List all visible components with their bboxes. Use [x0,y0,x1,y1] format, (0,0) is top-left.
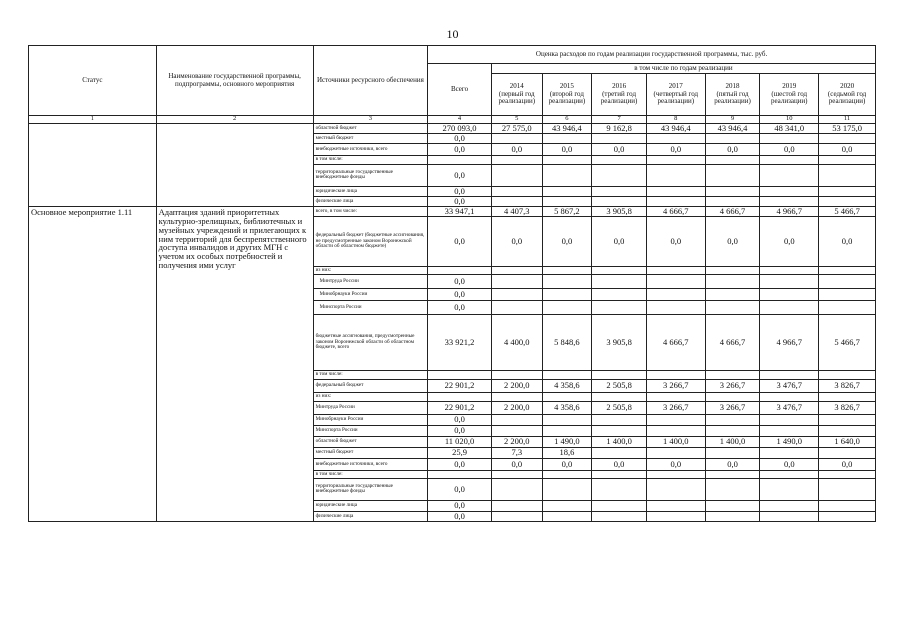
status-cell-empty [29,123,157,206]
year-value [705,370,760,379]
year-value [592,414,647,425]
year-value: 4 358,6 [542,379,592,392]
total-value: 33 921,2 [428,314,492,370]
year-value: 53 175,0 [819,123,876,133]
year-value: 43 946,4 [542,123,592,133]
year-value [705,300,760,314]
year-value [819,133,876,143]
source-label: территориальные государственные внебюджетные фонды [313,164,427,186]
total-value: 0,0 [428,186,492,196]
year-value: 0,0 [592,216,647,266]
year-value [646,300,705,314]
year-value: 3 905,8 [592,314,647,370]
source-label: юридические лица [313,186,427,196]
year-value: 3 826,7 [819,379,876,392]
year-value: 1 490,0 [760,436,819,447]
source-label: внебюджетные источники, всего [313,458,427,470]
total-value: 0,0 [428,133,492,143]
year-value [646,447,705,458]
year-value [760,500,819,511]
year-value: 0,0 [592,458,647,470]
header-year-label: (седьмой год реализации) [827,89,867,106]
year-value: 3 826,7 [819,401,876,414]
year-value: 0,0 [592,143,647,155]
year-value [819,425,876,436]
budget-table [28,45,876,522]
header-year-2020 [819,74,876,116]
year-value [542,425,592,436]
source-label: в том числе: [313,370,427,379]
total-value: 0,0 [428,196,492,206]
year-value [760,164,819,186]
year-value [646,164,705,186]
year-value [491,392,542,401]
year-value: 1 490,0 [542,436,592,447]
year-value [705,266,760,274]
source-label: областной бюджет [313,123,427,133]
year-value [491,155,542,164]
year-value [592,164,647,186]
year-value [819,478,876,500]
year-value: 0,0 [491,143,542,155]
year-value [491,274,542,288]
year-value: 0,0 [542,458,592,470]
year-value [819,447,876,458]
total-value: 0,0 [428,300,492,314]
year-value [705,133,760,143]
total-value [428,392,492,401]
total-value [428,155,492,164]
year-value: 3 266,7 [646,379,705,392]
year-value [491,196,542,206]
year-value: 9 162,8 [592,123,647,133]
year-value [760,133,819,143]
total-value: 0,0 [428,458,492,470]
source-label: Минобрнауки России [313,288,427,300]
total-value: 0,0 [428,164,492,186]
column-number: 6 [542,116,592,124]
year-value [705,155,760,164]
total-value: 0,0 [428,425,492,436]
year-value [592,155,647,164]
header-year-2018 [705,74,760,116]
source-label: местный бюджет [313,447,427,458]
year-value: 0,0 [760,216,819,266]
page-number: 10 [446,27,459,41]
year-value [705,392,760,401]
year-value [819,196,876,206]
year-value [491,133,542,143]
year-value [542,478,592,500]
year-value [592,196,647,206]
year-value [646,511,705,521]
year-value: 1 640,0 [819,436,876,447]
year-value: 3 266,7 [646,401,705,414]
year-value [705,274,760,288]
year-value [646,370,705,379]
year-value: 0,0 [646,458,705,470]
header-sources: Источники ресурсного обеспечения [313,46,427,116]
year-value [491,511,542,521]
year-value [542,155,592,164]
year-value: 4 666,7 [646,314,705,370]
header-program-name: Наименование государственной программы, подпрограммы, основного мероприятия [156,46,313,116]
source-label: Минспорта России [313,425,427,436]
year-value: 4 666,7 [705,314,760,370]
year-value: 3 905,8 [592,206,647,216]
year-value [542,414,592,425]
source-label: физические лица [313,196,427,206]
year-value [760,425,819,436]
year-value: 4 407,3 [491,206,542,216]
source-label: федеральный бюджет (бюджетные ассигнования, не предусмотренные законом Воронежской области об областном бюджете) [313,216,427,266]
year-value [542,133,592,143]
year-value [705,196,760,206]
year-value [705,186,760,196]
year-value: 3 476,7 [760,401,819,414]
header-year-value: 2020 [840,82,855,91]
header-year-value: 2019 [782,82,797,91]
year-value [592,392,647,401]
year-value [592,186,647,196]
year-value: 5 466,7 [819,314,876,370]
source-label: местный бюджет [313,133,427,143]
year-value: 43 946,4 [646,123,705,133]
year-value [491,500,542,511]
header-year-2014 [491,74,542,116]
total-value: 270 093,0 [428,123,492,133]
year-value [705,447,760,458]
header-status: Статус [29,46,157,116]
total-value [428,470,492,478]
year-value [592,133,647,143]
source-label: из них: [313,392,427,401]
year-value [646,133,705,143]
year-value [819,155,876,164]
year-value: 4 666,7 [705,206,760,216]
name-cell-empty [156,123,313,206]
column-number: 11 [819,116,876,124]
year-value: 0,0 [542,216,592,266]
year-value [542,288,592,300]
year-value: 0,0 [646,216,705,266]
column-number: 2 [156,116,313,124]
year-value [491,414,542,425]
source-label: из них: [313,266,427,274]
year-value [542,500,592,511]
year-value: 2 200,0 [491,401,542,414]
year-value: 0,0 [705,216,760,266]
header-year-value: 2018 [725,82,740,91]
year-value [646,478,705,500]
year-value: 43 946,4 [705,123,760,133]
year-value: 18,6 [542,447,592,458]
year-value: 3 266,7 [705,401,760,414]
year-value [819,266,876,274]
year-value [760,288,819,300]
year-value [705,500,760,511]
year-value [819,288,876,300]
year-value: 0,0 [542,143,592,155]
source-label: юридические лица [313,500,427,511]
column-number: 4 [428,116,492,124]
year-value [592,266,647,274]
header-year-value: 2014 [509,82,524,91]
total-value: 0,0 [428,511,492,521]
header-year-2017 [646,74,705,116]
total-value: 22 901,2 [428,379,492,392]
source-label: Минспорта России [313,300,427,314]
total-value: 25,9 [428,447,492,458]
year-value: 5 848,6 [542,314,592,370]
year-value: 3 266,7 [705,379,760,392]
year-value [819,186,876,196]
year-value [705,164,760,186]
year-value [760,511,819,521]
year-value [491,186,542,196]
total-value: 0,0 [428,478,492,500]
year-value [760,274,819,288]
year-value [760,300,819,314]
total-value: 22 901,2 [428,401,492,414]
total-value: 0,0 [428,274,492,288]
column-number: 3 [313,116,427,124]
year-value [819,370,876,379]
source-label: территориальные государственные внебюджетные фонды [313,478,427,500]
total-value: 0,0 [428,414,492,425]
year-value: 1 400,0 [705,436,760,447]
year-value [646,425,705,436]
year-value [760,266,819,274]
header-year-value: 2016 [612,82,627,91]
source-label: физические лица [313,511,427,521]
year-value: 0,0 [760,143,819,155]
table-row [29,123,876,133]
total-value: 0,0 [428,143,492,155]
source-label: в том числе: [313,470,427,478]
year-value: 4 400,0 [491,314,542,370]
year-value [592,288,647,300]
total-value: 33 947,1 [428,206,492,216]
year-value [542,274,592,288]
year-value [542,511,592,521]
year-value [705,425,760,436]
source-label: всего, в том числе: [313,206,427,216]
year-value [819,164,876,186]
year-value: 0,0 [760,458,819,470]
year-value: 48 341,0 [760,123,819,133]
year-value [705,414,760,425]
year-value [760,370,819,379]
year-value: 4 666,7 [646,206,705,216]
year-value [542,392,592,401]
year-value [646,155,705,164]
year-value [491,370,542,379]
column-number: 5 [491,116,542,124]
year-value [760,186,819,196]
total-value [428,266,492,274]
year-value [592,447,647,458]
year-value [542,470,592,478]
header-year-2015 [542,74,592,116]
header-estimate: Оценка расходов по годам реализации государственной программы, тыс. руб. [428,46,876,64]
year-value [646,470,705,478]
column-number: 9 [705,116,760,124]
source-label: Минобрнауки России [313,414,427,425]
year-value [542,266,592,274]
year-value [646,288,705,300]
source-label: внебюджетные источники, всего [313,143,427,155]
year-value [542,196,592,206]
year-value: 5 867,2 [542,206,592,216]
year-value: 3 476,7 [760,379,819,392]
year-value [705,511,760,521]
year-value [760,470,819,478]
year-value [819,414,876,425]
total-value [428,370,492,379]
measure-status: Основное мероприятие 1.11 [29,206,157,521]
header-year-value: 2017 [668,82,683,91]
year-value [646,392,705,401]
year-value [646,500,705,511]
source-label: Минтруда России [313,401,427,414]
year-value [819,392,876,401]
source-label: бюджетные ассигнования, предусмотренные законом Воронежской области об областном бюджете, всего [313,314,427,370]
year-value [760,155,819,164]
year-value [491,470,542,478]
year-value: 5 466,7 [819,206,876,216]
header-year-label: (первый год реализации) [498,89,536,106]
year-value: 0,0 [819,216,876,266]
year-value: 2 505,8 [592,401,647,414]
year-value: 27 575,0 [491,123,542,133]
year-value [819,500,876,511]
header-year-2019 [760,74,819,116]
total-value: 0,0 [428,288,492,300]
year-value [646,186,705,196]
header-year-label: (шестой год реализации) [770,89,808,106]
year-value: 2 505,8 [592,379,647,392]
year-value [592,478,647,500]
year-value [646,196,705,206]
column-number: 1 [29,116,157,124]
year-value [491,266,542,274]
source-label: в том числе: [313,155,427,164]
year-value [491,300,542,314]
year-value [760,196,819,206]
table-row [29,206,876,216]
year-value [819,300,876,314]
total-value: 11 020,0 [428,436,492,447]
year-value [760,478,819,500]
source-label: Минтруда России [313,274,427,288]
year-value: 1 400,0 [646,436,705,447]
year-value [646,414,705,425]
year-value: 0,0 [646,143,705,155]
source-label: федеральный бюджет [313,379,427,392]
year-value [491,478,542,500]
year-value: 0,0 [819,458,876,470]
year-value [646,266,705,274]
source-label: областной бюджет [313,436,427,447]
header-total: Всего [428,64,492,116]
year-value [819,470,876,478]
year-value [542,186,592,196]
year-value [542,164,592,186]
year-value: 4 966,7 [760,206,819,216]
year-value: 7,3 [491,447,542,458]
year-value [705,478,760,500]
year-value: 0,0 [491,458,542,470]
year-value: 0,0 [819,143,876,155]
year-value [705,288,760,300]
year-value [592,500,647,511]
header-year-label: (второй год реализации) [548,89,586,106]
year-value [592,470,647,478]
year-value: 0,0 [491,216,542,266]
year-value [491,164,542,186]
year-value [760,392,819,401]
year-value [592,425,647,436]
column-number: 8 [646,116,705,124]
year-value: 2 200,0 [491,379,542,392]
year-value [542,370,592,379]
year-value [491,288,542,300]
year-value: 0,0 [705,143,760,155]
column-number: 10 [760,116,819,124]
header-year-value: 2015 [559,82,574,91]
year-value [819,274,876,288]
year-value: 0,0 [705,458,760,470]
year-value [819,511,876,521]
header-by-years: в том числе по годам реализации [491,64,875,74]
year-value [760,414,819,425]
measure-name: Адаптация зданий приоритетных культурно-зрелищных, библиотечных и музейных учреждений и прилегающих к ним территорий для беспрепятственного доступа инвалидов и других МГН с учетом их особых потребностей и получения ими услуг [156,206,313,521]
header-year-2016 [592,74,647,116]
total-value: 0,0 [428,216,492,266]
year-value [705,470,760,478]
year-value: 1 400,0 [592,436,647,447]
year-value: 2 200,0 [491,436,542,447]
year-value [491,425,542,436]
year-value [592,300,647,314]
header-year-label: (третий год реализации) [600,89,638,106]
year-value [592,511,647,521]
header-year-label: (четвертый год реализации) [653,89,699,106]
year-value [760,447,819,458]
year-value [542,300,592,314]
header-year-label: (пятый год реализации) [714,89,751,106]
column-number: 7 [592,116,647,124]
total-value: 0,0 [428,500,492,511]
year-value: 4 966,7 [760,314,819,370]
year-value: 4 358,6 [542,401,592,414]
year-value [592,370,647,379]
year-value [646,274,705,288]
year-value [592,274,647,288]
